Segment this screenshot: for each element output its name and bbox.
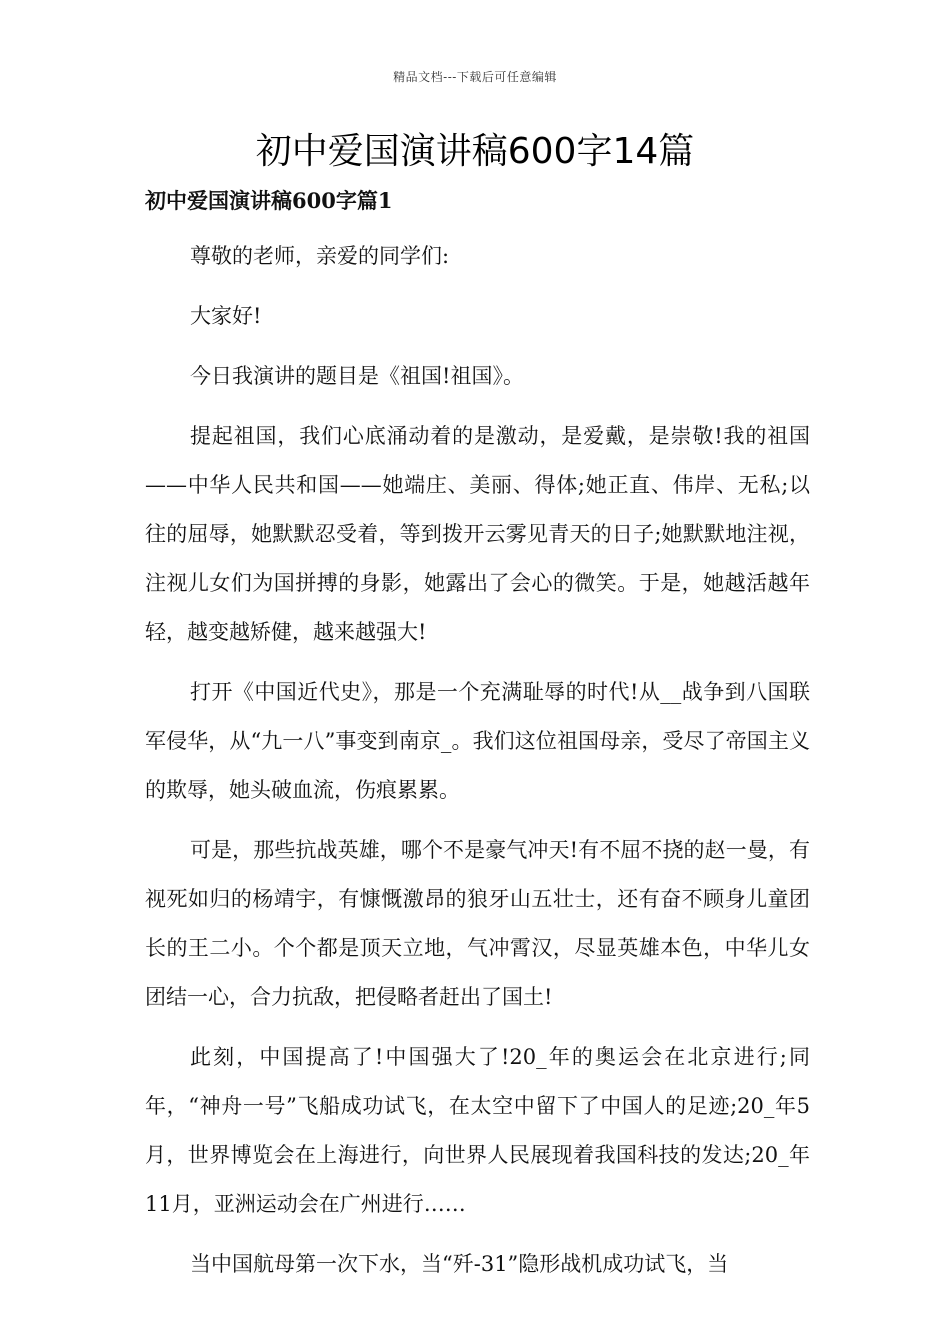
document-title: 初中爱国演讲稿600字14篇 bbox=[255, 131, 695, 172]
section-heading: 初中爱国演讲稿600字篇1 bbox=[145, 188, 393, 213]
paragraph-greeting: 尊敬的老师，亲爱的同学们: bbox=[190, 244, 450, 268]
paragraph-topic: 今日我演讲的题目是《祖国!祖国》。 bbox=[190, 364, 524, 388]
header-note: 精品文档---下载后可任意编辑 bbox=[393, 70, 557, 84]
paragraph-history: 打开《中国近代史》，那是一个充满耻辱的时代!从__战争到八国联军侵华，从“九一八”事变到南京_。我们这位祖国母亲，受尽了帝国主义的欺辱，她头破血流，伤痕累累。 bbox=[145, 680, 810, 802]
body-text bbox=[145, 232, 810, 1300]
paragraph-carrier: 当中国航母第一次下水，当“歼-31”隐形战机成功试飞，当 bbox=[190, 1252, 729, 1276]
paragraph-motherland: 提起祖国，我们心底涌动着的是激动，是爱戴，是崇敬!我的祖国——中华人民共和国——她端庄、美丽、得体;她正直、伟岸、无私;以往的屈辱，她默默忍受着，等到拨开云雾见青天的日子;她默默地注视，注视儿女们为国拼搏的身影，她露出了会心的微笑。于是，她越活越年轻，越变越矫健，越来越强大! bbox=[145, 424, 810, 644]
paragraph-heroes: 可是，那些抗战英雄，哪个不是豪气冲天!有不屈不挠的赵一曼，有视死如归的杨靖宇，有慷慨激昂的狼牙山五壮士，还有奋不顾身儿童团长的王二小。个个都是顶天立地，气冲霄汉，尽显英雄本色，中华儿女团结一心，合力抗敌，把侵略者赶出了国土! bbox=[145, 838, 810, 1009]
paragraph-rise: 此刻，中国提高了!中国强大了!20_年的奥运会在北京进行;同年，“神舟一号”飞船成功试飞，在太空中留下了中国人的足迹;20_年5月，世界博览会在上海进行，向世界人民展现着我国科技的发达;20_年11月，亚洲运动会在广州进行…… bbox=[145, 1045, 810, 1216]
paragraph-hello: 大家好! bbox=[190, 304, 262, 328]
